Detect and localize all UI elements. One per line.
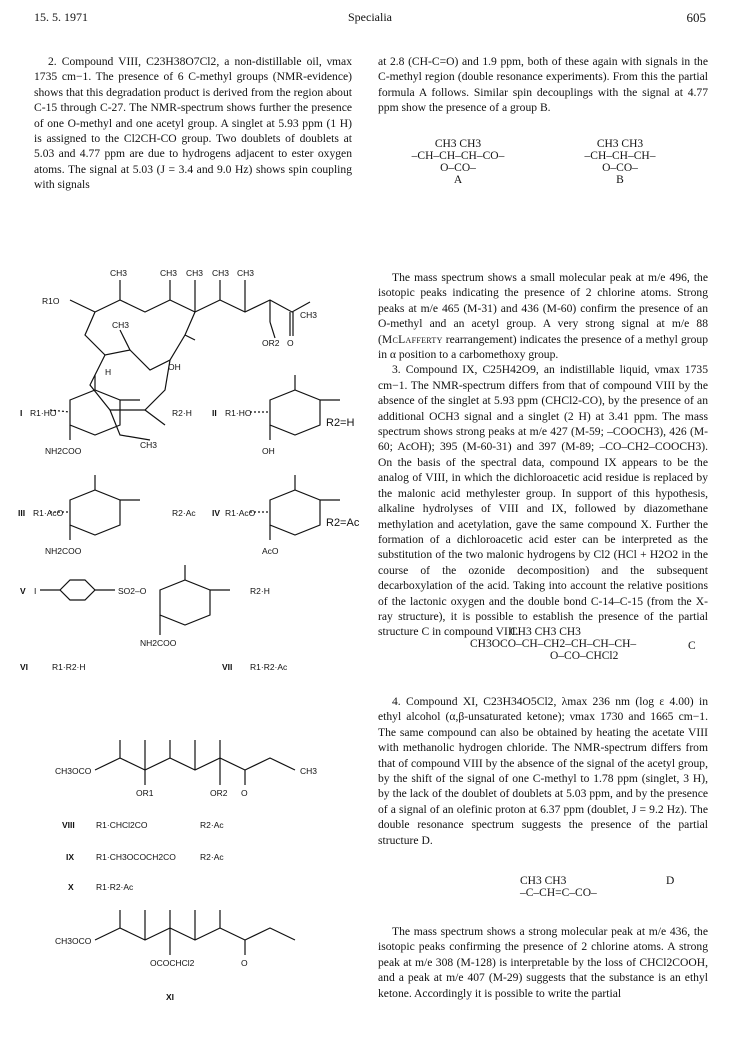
label-ch3-c: CH3 [186, 268, 204, 278]
formula-a-bot: O–CO– [440, 162, 476, 174]
formula-b-top: CH3 CH3 [596, 138, 644, 150]
label-h: H [105, 367, 112, 377]
label-vi-text: R1·R2·H [52, 662, 86, 672]
formula-c-bot: O–CO–CHCl2 [550, 650, 619, 662]
formula-b-bot: O–CO– [602, 162, 638, 174]
right-column-text-4 [378, 924, 708, 1001]
label-i-r2: R2·H [172, 408, 192, 418]
formula-d [520, 875, 640, 899]
label-ch3-h: CH3 [140, 440, 158, 450]
label-ii-bottom: OH [262, 446, 275, 456]
label-r1o: R1O [42, 296, 60, 306]
formula-d-top: CH3 CH3 [520, 875, 567, 887]
label-v-bottom: NH2COO [140, 638, 177, 648]
label-viii-r2: R2·Ac [200, 820, 224, 830]
label-x-r1: R1·R2·Ac [96, 882, 134, 892]
formula-b-mid: –CH–CH–CH– [584, 150, 656, 162]
label-ch3-g: CH3 [112, 320, 130, 330]
label-compound-ix: IX [66, 852, 75, 862]
label-chain-or2: OR2 [210, 788, 228, 798]
paragraph-mass-spectrum-xi: The mass spectrum shows a strong molecular peak at m/e 436, the isotopic peaks confirming the presence of 2 chlorine atoms. A strong peak at m/e 308 (M-128) is interpretable by the loss of CHCl2COOH, and a peak at m/e 407 (M-29) suggests that the substance is an ethyl ketone. Accordingly it is possible to write the partial [378, 925, 708, 1000]
label-compound-ii: II [212, 408, 217, 418]
journal-section: Specialia [348, 10, 392, 24]
formula-b [560, 138, 680, 186]
para2-start: The mass spectrum shows a small molecular peak at m/e 496, the isotopic peaks indicating the presence of 2 chlorine atoms. Strong peaks at m/e 465 (M-31) and 436 (M-60) confirm the presence of an O-methyl and an acetyl group. A very strong signal at m/e 88 ( [378, 271, 708, 346]
label-xi-sub: OCOCHCl2 [150, 958, 195, 968]
para2-caps: McLafferty [381, 332, 443, 346]
label-o: O [287, 338, 294, 348]
formula-d-mid: –C–CH=C–CO– [520, 887, 597, 899]
label-v-r2: R2·H [250, 586, 270, 596]
label-ch3-b: CH3 [160, 268, 178, 278]
label-iii-r2: R2·Ac [172, 508, 196, 518]
label-compound-v: V [20, 586, 26, 596]
label-i-bottom: NH2COO [45, 446, 82, 456]
page-number: 605 [686, 10, 706, 25]
formula-c-top: CH3 CH3 CH3 [510, 626, 581, 638]
label-ix-r1: R1·CH3OCOCH2CO [96, 852, 176, 862]
formula-a-mid: –CH–CH–CH–CO– [411, 150, 505, 162]
label-compound-iii: III [18, 508, 26, 518]
para2-end: rearrangement) indicates the presence of a methyl group in α position to a carbomethoxy group. [378, 332, 708, 362]
paragraph-compound-viii: 2. Compound VIII, C23H38O7Cl2, a non-distillable oil, νmax 1735 cm−1. The presence of 6 C-methyl groups (NMR-evidence) shows that this degradation product is derived from the region about C-15 through C-27. The NMR-spectrum shows further the presence of one O-methyl and one acetyl group. A singlet at 5.93 ppm (1 H) is assigned to the Cl2CH-CO group. Two doublets of doublets at 5.03 and 4.77 ppm are due to hydrogens adjacent to ester oxygen atoms. The signal at 5.03 (J = 3.4 and 9.0 Hz) shows spin coupling with signals [34, 55, 352, 192]
label-or2: OR2 [262, 338, 280, 348]
label-ch3-d: CH3 [212, 268, 230, 278]
label-compound-iv: IV [212, 508, 221, 518]
label-xi-left: CH3OCO [55, 936, 92, 946]
label-chain-or1: OR1 [136, 788, 154, 798]
label-oh: OH [168, 362, 181, 372]
label-v-sub: I [34, 586, 37, 596]
formula-c-mid: CH3OCO–CH–CH2–CH–CH–CH– [470, 638, 637, 650]
label-i-sub: R1·HO [30, 408, 57, 418]
label-viii-r1: R1·CHCl2CO [96, 820, 148, 830]
label-v-link: SO2–O [118, 586, 147, 596]
label-chain-o: O [241, 788, 248, 798]
label-iv-r2: R2=Ac [326, 517, 360, 529]
label-ch3-f: CH3 [300, 310, 318, 320]
paragraph-partial-a: at 2.8 (CH-C=O) and 1.9 ppm, both of these again with signals in the C-methyl region (double resonance experiments). From this the partial formula A follows. Similar spin decouplings with the signal at 4.77 ppm show the presence of a group B. [378, 55, 708, 115]
formula-c-label: C [688, 640, 696, 652]
paragraph-mass-spectrum [378, 270, 708, 362]
paragraph-compound-xi: 4. Compound XI, C23H34O5Cl2, λmax 236 nm (log ε 4.00) in ethyl alcohol (α,β-unsaturated ketone); νmax 1730 and 1665 cm−1. The same compound can also be obtained by heating the acetate VIII with methanolic hydrogen chloride. The NMR-spectrum differs from that of compound VIII by the absence of the signal of the acetyl group, by the shift of the signal of one C-methyl to 1.78 ppm (singlet, 3 H), by the lack of the doublet of doublets at 5.03 ppm, and by the presence of a signal of an olefinic proton at 6.37 ppm (doublet, J = 9.2 Hz). The double resonance spectrum suggests the presence of the partial structure D. [378, 695, 708, 847]
paragraph-compound-ix: 3. Compound IX, C25H42O9, an indistillable liquid, νmax 1735 cm−1. The NMR-spectrum differs from that of compound VIII by the absence of the singlet at 5.93 ppm (CHCl2-CO), by the presence of an additional OCH3 signal and a singlet (2 H) at 3.41 ppm. The mass spectrum shows strong peaks at m/e 427 (M-59; –COOCH3), 426 (M-60; AcOH); 395 (M-60-31) and 397 (M-89; –CO–CH2–COOCH3). On the basis of the spectral data, compound IX appears to be the analog of VIII, in which the dichloroacetic acid residue is replaced by the malonic acid methylester group. In support of this hypothesis, alkaline hydrolyses of VIII and IX, followed by diazomethane methylation and acetylation, gave the same compound X. Further the formation of a dichloroacetic acid ester can be interpreted as the substitution of the two malonic hydrogens by Cl2 (HCl + H2O2 in the course of the ozonide decomposition) and the subsequent decarboxylation of the acid. Taking into account the relative positions of the lactonic oxygen and the double bond C-14–C-15 (from the X-ray structure), it is possible to establish the presence of the partial structure C in compound VIII. [378, 363, 708, 639]
label-vii-text: R1·R2·Ac [250, 662, 288, 672]
label-compound-xi: XI [166, 992, 175, 1002]
right-column-text [378, 54, 708, 116]
label-iv-bottom: AcO [262, 546, 279, 556]
label-compound-viii: VIII [62, 820, 75, 830]
formula-d-label: D [666, 875, 675, 887]
label-ch3-e: CH3 [237, 268, 255, 278]
label-ch3-a: CH3 [110, 268, 128, 278]
label-compound-i: I [20, 408, 23, 418]
page-header [34, 10, 706, 28]
formula-a-label: A [453, 174, 463, 186]
label-xi-o: O [241, 958, 248, 968]
label-compound-x: X [68, 882, 74, 892]
structure-figures [0, 250, 360, 1030]
label-ii-sub: R1·HO [225, 408, 252, 418]
formula-a [398, 138, 518, 186]
right-column-text-2 [378, 270, 708, 640]
label-iii-bottom: NH2COO [45, 546, 82, 556]
label-iv-sub: R1·AcO [225, 508, 256, 518]
right-column-text-3 [378, 694, 708, 848]
label-iii-sub: R1·AcO [33, 508, 64, 518]
issue-date: 15. 5. 1971 [34, 10, 88, 24]
label-ix-r2: R2·Ac [200, 852, 224, 862]
label-compound-vii: VII [222, 662, 233, 672]
label-chain-left: CH3OCO [55, 766, 92, 776]
label-compound-vi: VI [20, 662, 29, 672]
label-chain-ch3: CH3 [300, 766, 318, 776]
formula-a-top: CH3 CH3 [434, 138, 482, 150]
label-ii-r2: R2=H [326, 417, 355, 429]
left-column-text [34, 54, 352, 193]
formula-b-label: B [616, 174, 624, 186]
